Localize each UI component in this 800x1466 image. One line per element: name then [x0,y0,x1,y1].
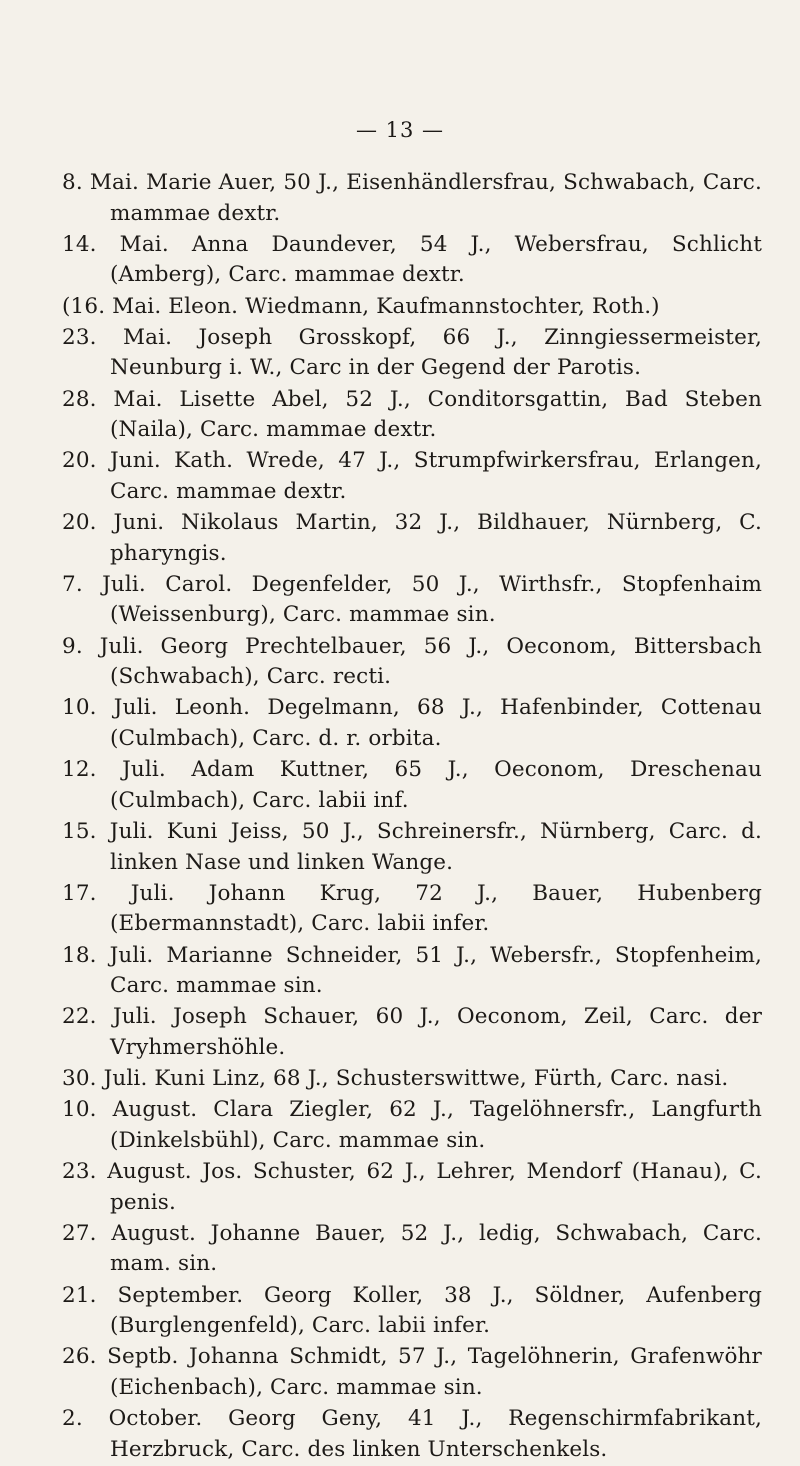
case-entry: 26. Septb. Johanna Schmidt, 57 J., Tagelöhnerin, Grafenwöhr (Eichenbach), Carc. mammae sin. [62,1344,762,1401]
case-entry: 15. Juli. Kuni Jeiss, 50 J., Schreinersfr., Nürnberg, Carc. d. linken Nase und linken Wange. [62,819,762,875]
case-entry: 2. October. Georg Geny, 41 J., Regenschirmfabrikant, Herzbruck, Carc. des linken Unterschenkels. [62,1406,762,1462]
case-entry: 10. Juli. Leonh. Degelmann, 68 J., Hafenbinder, Cottenau (Culmbach), Carc. d. r. orbita. [62,695,762,752]
case-entry: 20. Juni. Nikolaus Martin, 32 J., Bildhauer, Nürnberg, C. pharyngis. [62,510,762,566]
case-entry: 23. August. Jos. Schuster, 62 J., Lehrer, Mendorf (Hanau), C. penis. [62,1159,762,1215]
case-entry: 27. August. Johanne Bauer, 52 J., ledig, Schwabach, Carc. mam. sin. [62,1220,762,1277]
case-entry: 28. Mai. Lisette Abel, 52 J., Conditorsgattin, Bad Steben (Naila), Carc. mammae dextr. [62,386,762,443]
case-entry: 30. Juli. Kuni Linz, 68 J., Schusterswittwe, Fürth, Carc. nasi. [62,1066,729,1092]
case-entry: 22. Juli. Joseph Schauer, 60 J., Oeconom, Zeil, Carc. der Vryhmershöhle. [62,1004,762,1060]
case-entry: 7. Juli. Carol. Degenfelder, 50 J., Wirthsfr., Stopfenhaim (Weissenburg), Carc. mammae sin. [62,571,762,628]
case-entry: 20. Juni. Kath. Wrede, 47 J., Strumpfwirkersfrau, Erlangen, Carc. mammae dextr. [62,448,762,504]
case-entry: (16. Mai. Eleon. Wiedmann, Kaufmannstochter, Roth.) [62,293,660,319]
case-entry: 14. Mai. Anna Daundever, 54 J., Webersfrau, Schlicht (Amberg), Carc. mammae dextr. [62,231,762,288]
case-entry: 21. September. Georg Koller, 38 J., Söldner, Aufenberg (Burglengenfeld), Carc. labii infer. [62,1282,762,1339]
case-entry: 17. Juli. Johann Krug, 72 J., Bauer, Hubenberg (Ebermannstadt), Carc. labii infer. [62,880,762,937]
case-entry: 10. August. Clara Ziegler, 62 J., Tagelöhnersfr., Langfurth (Dinkelsbühl), Carc. mammae sin. [62,1097,762,1153]
case-entry: 23. Mai. Joseph Grosskopf, 66 J., Zinngiessermeister, Neunburg i. W., Carc in der Gegend der Parotis. [62,324,762,381]
case-entry: 12. Juli. Adam Kuttner, 65 J., Oeconom, Dreschenau (Culmbach), Carc. labii inf. [62,757,762,813]
case-list [62,168,762,1466]
case-entry: 18. Juli. Marianne Schneider, 51 J., Webersfr., Stopfenheim, Carc. mammae sin. [62,942,762,999]
page-number: — 13 — [355,118,445,142]
case-entry: 8. Mai. Marie Auer, 50 J., Eisenhändlersfrau, Schwabach, Carc. mammae dextr. [62,170,762,226]
case-entry: 9. Juli. Georg Prechtelbauer, 56 J., Oeconom, Bittersbach (Schwabach), Carc. recti. [62,633,762,690]
